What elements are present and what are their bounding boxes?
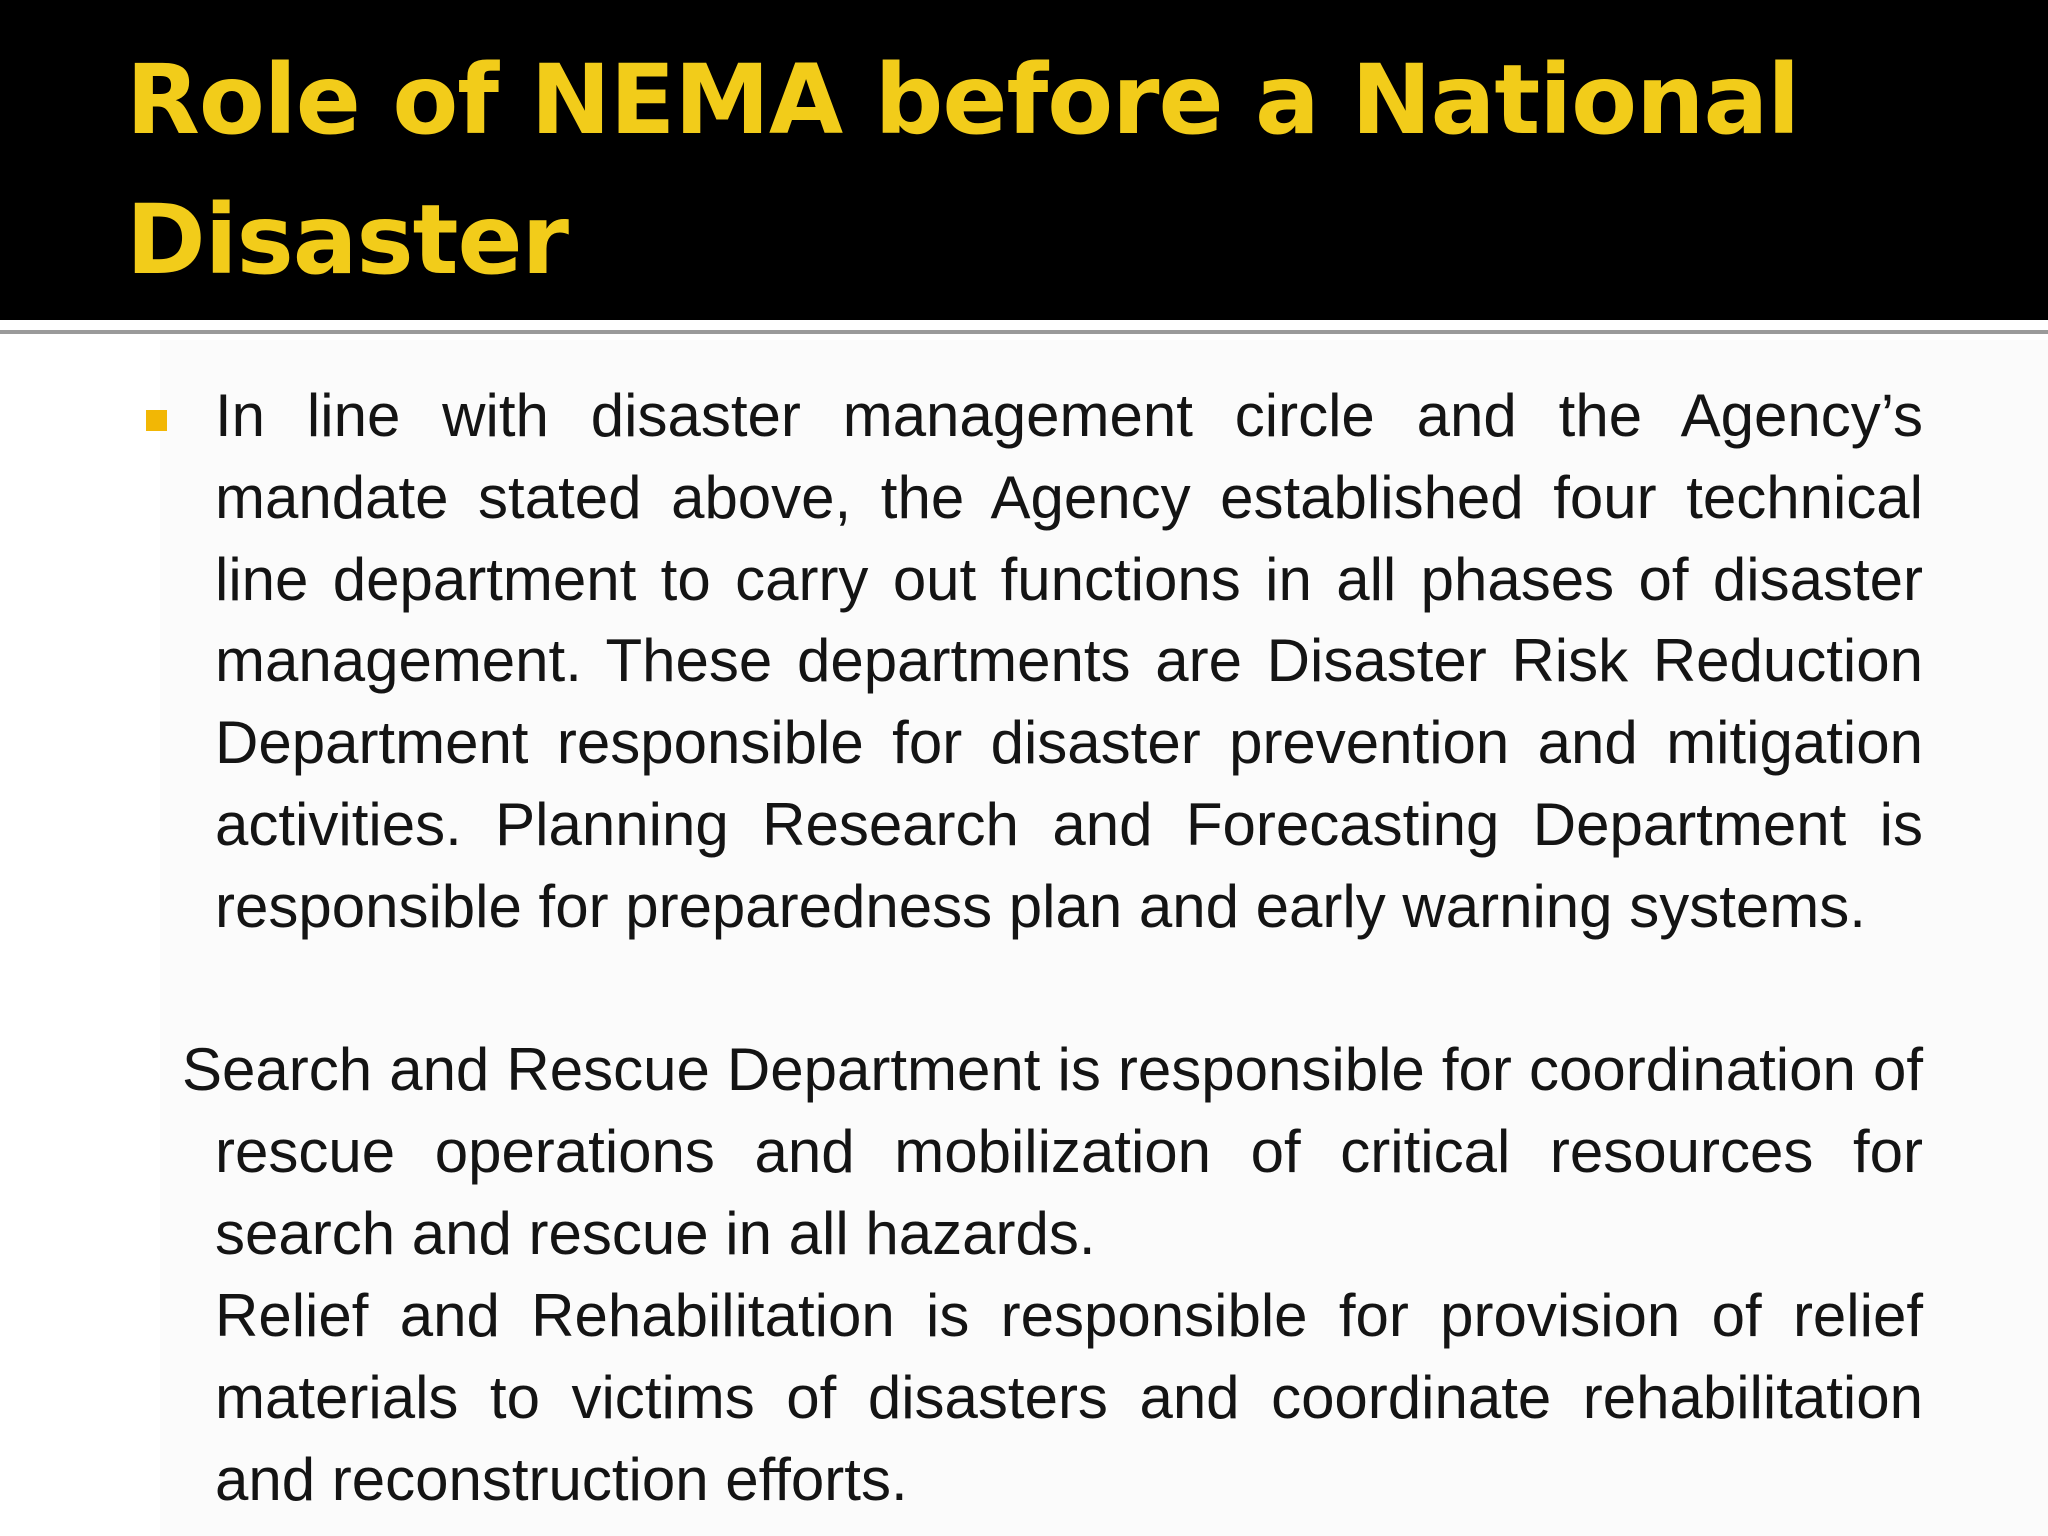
paragraph-search-and-rescue <box>182 1029 1923 1274</box>
title-divider <box>0 330 2048 334</box>
paragraph-relief-and-rehabilitation: Relief and Rehabilitation is responsible for provision of relief materials to victims of disasters and coordinate rehabilitation and reconstruction efforts. <box>215 1282 1923 1513</box>
square-bullet-icon <box>146 410 167 431</box>
title-bar <box>0 0 2048 320</box>
paragraph-nema-departments: In line with disaster management circle and the Agency’s mandate stated above, the Agency established four technical line department to carry out functions in all phases of disaster management. These departments are Disaster Risk Reduction Department responsible for disaster prevention and mitigation activities. Planning Research and Forecasting Department is responsible for preparedness plan and early warning systems. <box>215 382 1923 940</box>
paragraph-search-and-rescue-text: Search and Rescue Department is responsible for coordination of rescue operations and mobilization of critical resources for search and rescue in all hazards. <box>182 1036 1923 1267</box>
slide-title: Role of NEMA before a National Disaster <box>126 44 1800 296</box>
